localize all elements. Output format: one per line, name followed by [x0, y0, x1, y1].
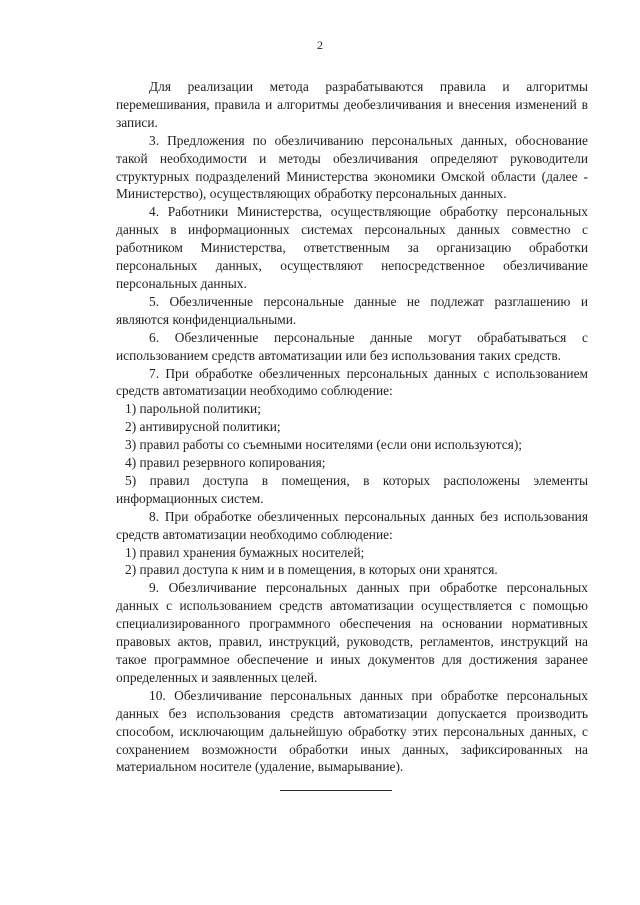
list-item-8-2: 2) правил доступа к ним и в помещения, в которых они хранятся. [125, 562, 498, 578]
paragraph-8: 8. При обработке обезличенных персональных данных без использования средств автоматизации необходимо соблюдение: [116, 508, 588, 542]
list-item-8-1: 1) правил хранения бумажных носителей; [125, 544, 365, 560]
list-item-7-4: 4) правил резервного копирования; [125, 455, 326, 471]
list-item-7-1: 1) парольной политики; [125, 401, 261, 417]
paragraph-9: 9. Обезличивание персональных данных при обработке персональных данных с использованием средств автоматизации осуществляется с помощью специализированного программного обеспечения на основании нормативных правовых актов, правил, инструкций, руководств, регламентов, инструкций на такое программное обеспечение и иных документов для достижения заранее определенных и заявленных целей. [116, 580, 588, 685]
paragraph-4: 4. Работники Министерства, осуществляющие обработку персональных данных в информационных системах персональных данных совместно с работником Министерства, ответственным за организацию обработки персональных данных, осуществляют непосредственное обезличивание персональных данных. [116, 204, 588, 291]
paragraph-method-rules: Для реализации метода разрабатываются правила и алгоритмы перемешивания, правила и алгоритмы деобезличивания и внесения изменений в записи. [116, 79, 588, 130]
paragraph-3: 3. Предложения по обезличиванию персональных данных, обоснование такой необходимости и методы обезличивания определяют руководители структурных подразделений Министерства экономики Омской области (далее - Министерство), осуществляющих обработку персональных данных. [116, 132, 588, 202]
page-number: 2 [317, 38, 323, 52]
list-item-7-2: 2) антивирусной политики; [125, 419, 281, 435]
paragraph-5: 5. Обезличенные персональные данные не подлежат разглашению и являются конфиденциальными. [116, 293, 588, 327]
end-divider-line [280, 790, 392, 791]
document-body [116, 78, 588, 776]
paragraph-6: 6. Обезличенные персональные данные могут обрабатываться с использованием средств автоматизации или без использования таких средств. [116, 329, 588, 363]
list-item-7-3: 3) правил работы со съемными носителями (если они используются); [125, 437, 523, 453]
paragraph-7: 7. При обработке обезличенных персональных данных с использованием средств автоматизации необходимо соблюдение: [116, 365, 588, 399]
paragraph-10: 10. Обезличивание персональных данных при обработке персональных данных без использования средств автоматизации допускается производить способом, исключающим дальнейшую обработку этих персональных данных, с сохранением возможности обработки иных данных, зафиксированных на материальном носителе (удаление, вымарывание). [116, 687, 588, 775]
list-item-7-5: 5) правил доступа в помещения, в которых расположены элементы информационных систем. [116, 472, 588, 506]
